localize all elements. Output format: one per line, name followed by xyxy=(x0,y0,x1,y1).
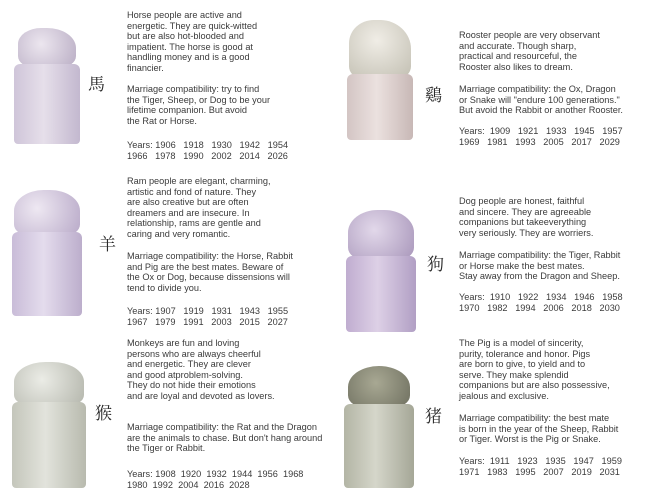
rooster-years xyxy=(459,126,623,147)
sheep-years-row-1: Years: 1907 1919 1931 1943 1955 xyxy=(127,306,289,316)
monkey-years-row-2: 1980 1992 2004 2016 2028 xyxy=(127,479,250,490)
dog-compatibility: Marriage compatibility: the Tiger, Rabbit or Horse make the best mates. Stay away from the Dragon and Sheep. xyxy=(459,250,621,282)
sheep-description: Ram people are elegant, charming, artistic and fond of nature. They are also creative but are often dreamers and are insecure. In relationship, rams are gentle and caring and very romantic. xyxy=(127,176,271,239)
rooster-years-row-2: 1969 1981 1993 2005 2017 2029 xyxy=(459,136,620,147)
dog-seal-image xyxy=(346,210,416,332)
horse-years-row-2: 1966 1978 1990 2002 2014 2026 xyxy=(127,150,288,161)
dog-glyph: 狗 xyxy=(427,255,444,275)
dog-years xyxy=(459,292,623,313)
rooster-compatibility: Marriage compatibility: the Ox, Dragon or Snake will "endure 100 generations." But avoid the Rabbit or another Rooster. xyxy=(459,84,623,116)
horse-description: Horse people are active and energetic. They are quick-witted but are also hot-blooded and impatient. The horse is good at handling money and is a good financier. xyxy=(127,10,258,73)
horse-seal-image xyxy=(14,28,80,144)
monkey-years xyxy=(127,469,303,490)
horse-glyph: 馬 xyxy=(88,75,105,95)
pig-years xyxy=(459,456,622,477)
monkey-glyph: 猴 xyxy=(95,404,112,424)
dog-years-row-2: 1970 1982 1994 2006 2018 2030 xyxy=(459,302,620,313)
rooster-years-row-1: Years: 1909 1921 1933 1945 1957 xyxy=(459,126,623,136)
pig-years-row-2: 1971 1983 1995 2007 2019 2031 xyxy=(459,466,620,477)
pig-description: The Pig is a model of sincerity, purity, tolerance and honor. Pigs are born to give, to yield and to serve. They make splendid companions but are also possessive, jealous and exclusive. xyxy=(459,338,610,401)
pig-years-row-1: Years: 1911 1923 1935 1947 1959 xyxy=(459,456,622,466)
monkey-seal-image xyxy=(12,362,86,488)
horse-compatibility: Marriage compatibility: try to find the Tiger, Sheep, or Dog to be your lifetime companion. But avoid the Rat or Horse. xyxy=(127,84,271,126)
rooster-description: Rooster people are very observant and accurate. Though sharp, practical and resourceful, the Rooster also likes to dream. xyxy=(459,30,600,72)
pig-seal-image xyxy=(344,366,414,488)
monkey-compatibility: Marriage compatibility: the Rat and the Dragon are the animals to chase. But don't hang around the Tiger or Rabbit. xyxy=(127,422,323,454)
horse-years-row-1: Years: 1906 1918 1930 1942 1954 xyxy=(127,140,289,150)
dog-years-row-1: Years: 1910 1922 1934 1946 1958 xyxy=(459,292,623,302)
sheep-compatibility: Marriage compatibility: the Horse, Rabbit and Pig are the best mates. Beware of the Ox or Dog, because dissensions will tend to divide you. xyxy=(127,251,293,293)
sheep-glyph: 羊 xyxy=(99,235,116,255)
rooster-seal-image xyxy=(347,20,413,140)
pig-compatibility: Marriage compatibility: the best mate is born in the year of the Sheep, Rabbit or Tiger. Worst is the Pig or Snake. xyxy=(459,413,619,445)
horse-years xyxy=(127,140,288,161)
sheep-years-row-2: 1967 1979 1991 2003 2015 2027 xyxy=(127,316,288,327)
sheep-seal-image xyxy=(12,190,82,316)
sheep-years xyxy=(127,306,288,327)
rooster-glyph: 鷄 xyxy=(425,86,442,106)
monkey-description: Monkeys are fun and loving persons who are always cheerful and energetic. They are clever and good atproblem-solving. They do not hide their emotions and are loyal and devoted as lovers. xyxy=(127,338,275,401)
monkey-years-row-1: Years: 1908 1920 1932 1944 1956 1968 xyxy=(127,469,304,479)
pig-glyph: 猪 xyxy=(425,407,442,427)
dog-description: Dog people are honest, faithful and sincere. They are agreeable companions but takeeverything very seriously. They are worriers. xyxy=(459,196,594,238)
